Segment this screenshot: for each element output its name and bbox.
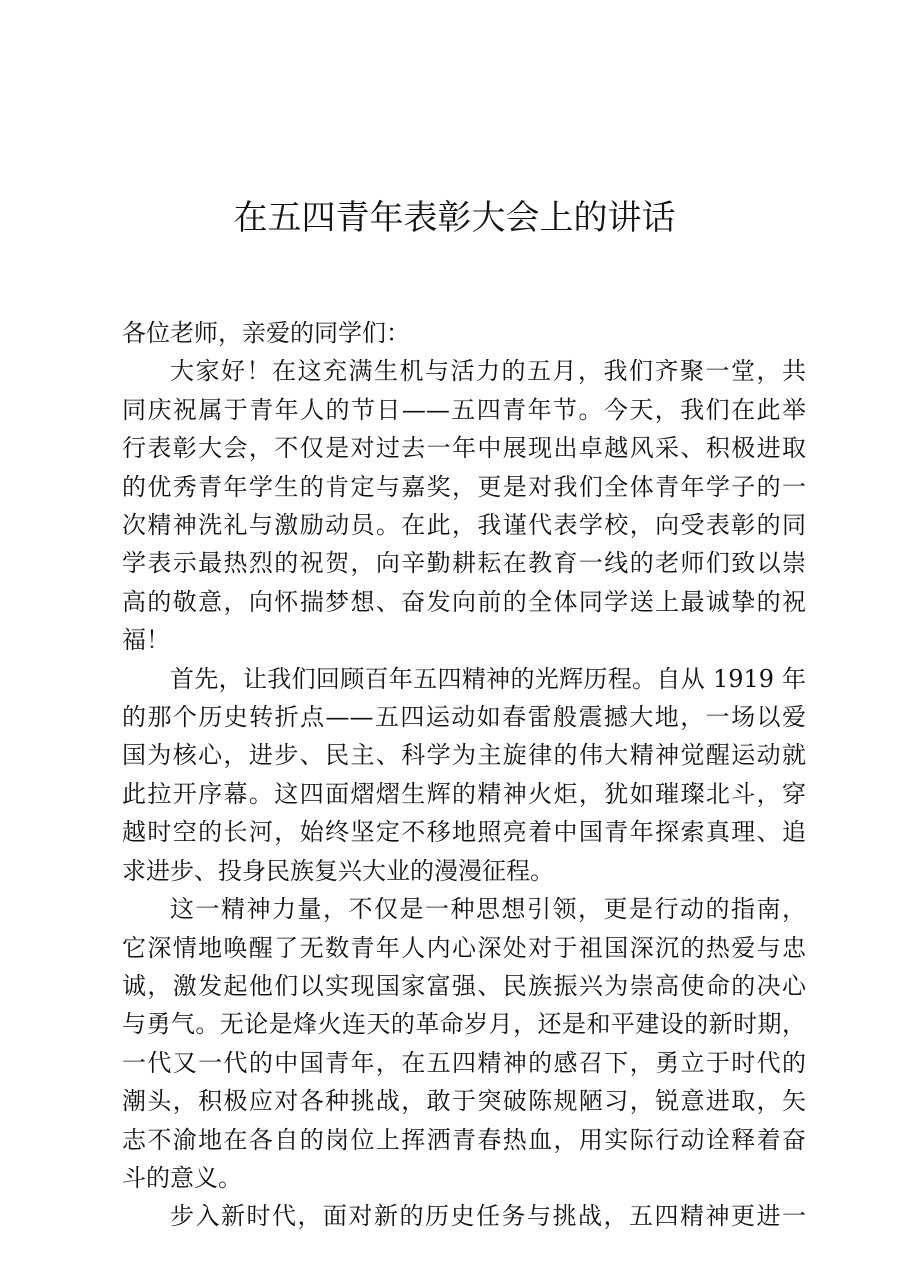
salutation: 各位老师，亲爱的同学们： <box>122 319 410 347</box>
document-title: 在五四青年表彰大会上的讲话 <box>233 198 676 238</box>
paragraph-line: 一代又一代的中国青年，在五四精神的感召下，勇立于时代的 <box>122 1048 806 1077</box>
paragraph-line: 的那个历史转折点——五四运动如春雷般震撼大地，一场以爱 <box>122 703 806 732</box>
paragraph-line: 斗的意义。 <box>122 1163 242 1192</box>
paragraph-line: 大家好！在这充满生机与活力的五月，我们齐聚一堂，共 <box>170 357 806 386</box>
document-body <box>122 314 806 1236</box>
paragraph-greeting <box>122 352 806 659</box>
paragraph-line: 学表示最热烈的祝贺，向辛勤耕耘在教育一线的老师们致以崇 <box>122 549 806 578</box>
paragraph-line: 它深情地唤醒了无数青年人内心深处对于祖国深沉的热爱与忠 <box>122 933 806 962</box>
paragraph-line: 潮头，积极应对各种挑战，敢于突破陈规陋习，锐意进取，矢 <box>122 1087 806 1116</box>
paragraph-line: 次精神洗礼与激励动员。在此，我谨代表学校，向受表彰的同 <box>122 511 806 540</box>
paragraph-line: 国为核心，进步、民主、科学为主旋律的伟大精神觉醒运动就 <box>122 741 806 770</box>
paragraph-line: 步入新时代，面对新的历史任务与挑战，五四精神更进一 <box>170 1202 806 1231</box>
paragraph-line: 求进步、投身民族复兴大业的漫漫征程。 <box>122 856 554 885</box>
paragraph-line: 同庆祝属于青年人的节日——五四青年节。今天，我们在此举 <box>122 395 806 424</box>
paragraph-line: 志不渝地在各自的岗位上挥洒青春热血，用实际行动诠释着奋 <box>122 1125 806 1154</box>
paragraph-line: 首先，让我们回顾百年五四精神的光辉历程。自从 1919 年 <box>170 664 806 693</box>
paragraph-new-era <box>122 1197 806 1235</box>
paragraph-line: 福！ <box>122 626 170 655</box>
paragraph-line: 越时空的长河，始终坚定不移地照亮着中国青年探索真理、追 <box>122 818 806 847</box>
paragraph-line: 的优秀青年学生的肯定与嘉奖，更是对我们全体青年学子的一 <box>122 472 806 501</box>
paragraph-line: 高的敬意，向怀揣梦想、奋发向前的全体同学送上最诚挚的祝 <box>122 587 806 616</box>
paragraph-history <box>122 660 806 890</box>
paragraph-line: 诚，激发起他们以实现国家富强、民族振兴为崇高使命的决心 <box>122 971 806 1000</box>
paragraph-line: 这一精神力量，不仅是一种思想引领，更是行动的指南， <box>170 895 806 924</box>
paragraph-spirit <box>122 890 806 1197</box>
paragraph-line: 此拉开序幕。这四面熠熠生辉的精神火炬，犹如璀璨北斗，穿 <box>122 779 806 808</box>
paragraph-line: 与勇气。无论是烽火连天的革命岁月，还是和平建设的新时期， <box>122 1010 806 1039</box>
paragraph-line: 行表彰大会，不仅是对过去一年中展现出卓越风采、积极进取 <box>122 434 806 463</box>
